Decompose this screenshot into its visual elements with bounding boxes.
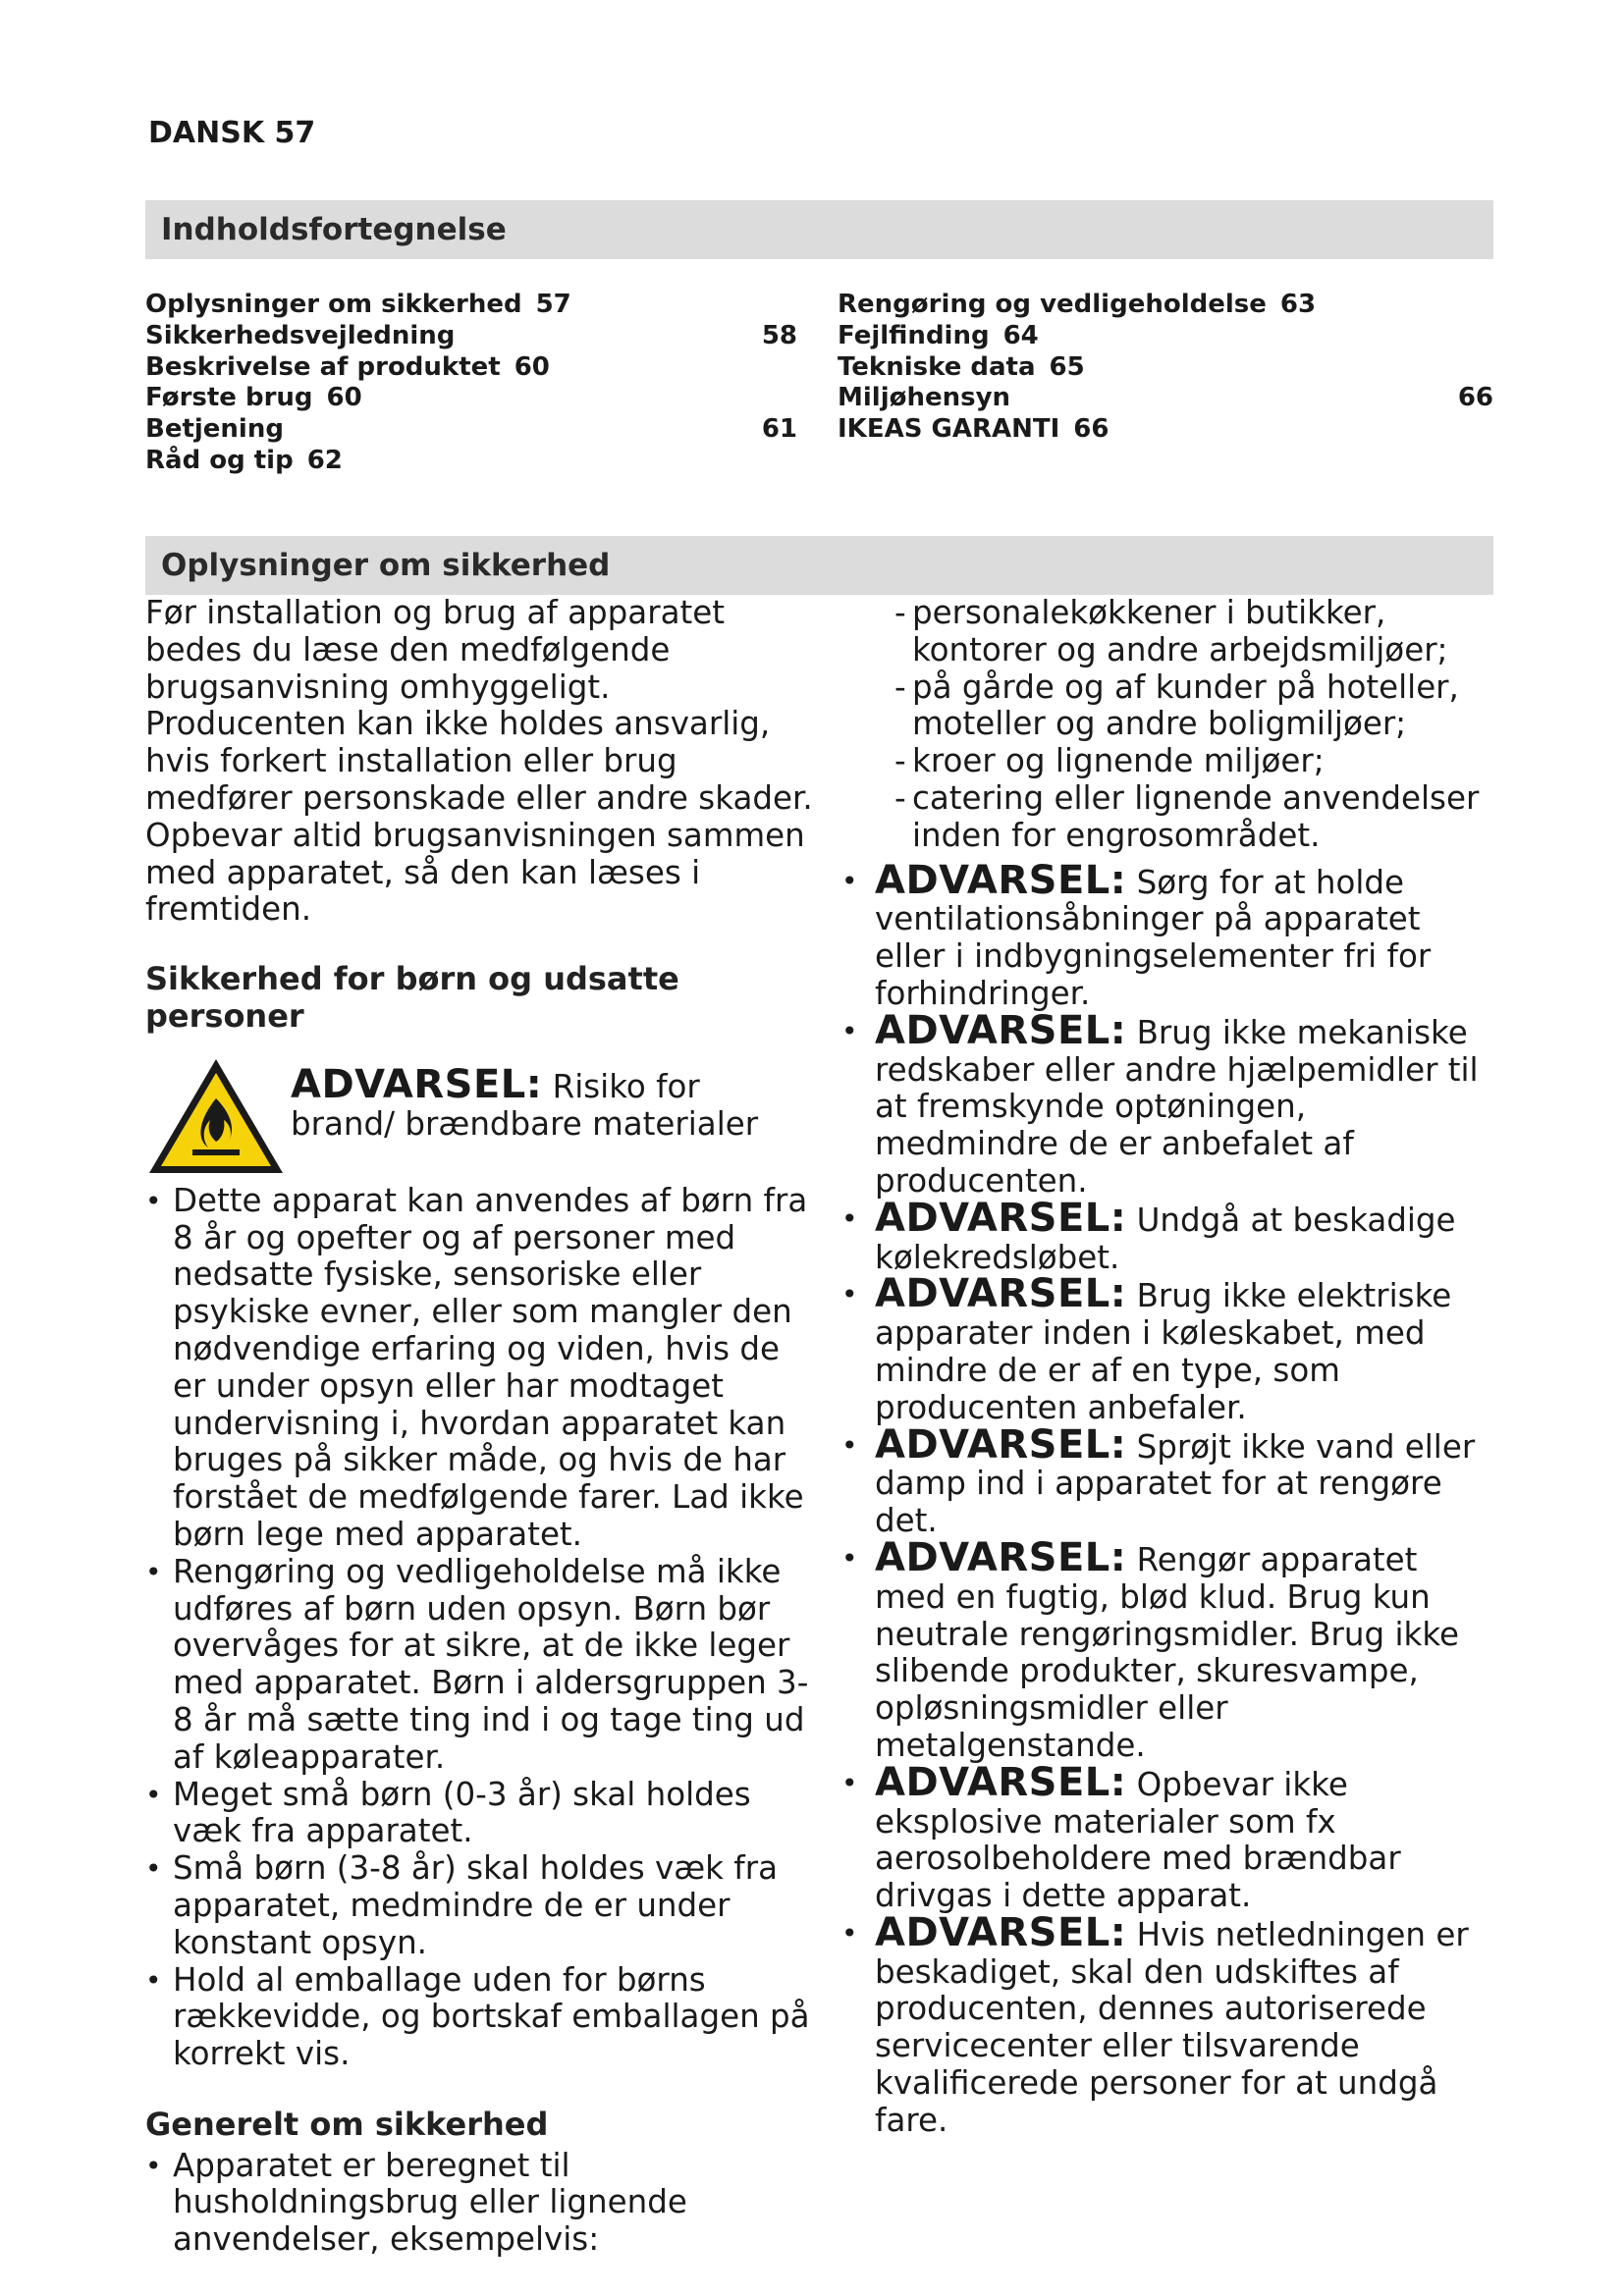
toc-entry-title: Rengøring og vedligeholdelse (838, 290, 1267, 319)
toc-entry[interactable] (838, 290, 1493, 321)
children-bullet-text: Meget små børn (0-3 år) skal holdes væk fra apparatet. (173, 1775, 751, 1850)
safety-section-title: Oplysninger om sikkerhed (145, 536, 1493, 595)
children-bullet-text: Dette apparat kan anvendes af børn fra 8 år og opefter og af personer med nedsatte fysiske, sensoriske eller psykiske evner, eller som mangler den nødvendige erfaring og viden, hvis de er under opsyn eller har modtaget undervisning i, hvordan apparatet kan bruges på sikker måde, og hvis de har forstået de medfølgende farer. Lad ikke børn lege med apparatet. (173, 1181, 808, 1553)
fire-warning (145, 1055, 813, 1183)
warning-text: Undgå at beskadige kølekredsløbet. (875, 1201, 1456, 1276)
toc-entry-page: 65 (1049, 351, 1085, 382)
toc-entry-page: 58 (761, 320, 797, 350)
warning-item (838, 1909, 1493, 2140)
toc-entry[interactable] (145, 352, 797, 384)
children-bullet-text: Hold al emballage uden for børns rækkevidde, og bortskaf emballagen på korrekt vis. (173, 1960, 810, 2073)
warning-label: ADVARSEL: (875, 1007, 1127, 1053)
toc-entry-title: Sikkerhedsvejledning (145, 320, 456, 350)
toc-entry-title: Miljøhensyn (838, 383, 1011, 413)
right-column (838, 595, 1493, 2140)
toc-entry-page: 60 (514, 351, 550, 382)
left-column (145, 595, 813, 2259)
toc-entry-title: Oplysninger om sikkerhed (145, 290, 522, 319)
warning-text: Sørg for at holde ventilationsåbninger på apparatet eller i indbygningselementer fri for forhindringer. (875, 863, 1432, 1012)
children-bullet (145, 1183, 813, 1554)
children-bullets (145, 1183, 813, 2073)
warning-label: ADVARSEL: (875, 1421, 1127, 1468)
warning-item (838, 1421, 1493, 1540)
toc-entry-page: 62 (306, 445, 343, 475)
children-bullet (145, 1850, 813, 1961)
toc-entry-page: 63 (1279, 290, 1317, 319)
toc-entry-page: 66 (1073, 414, 1110, 445)
warning-item (838, 1007, 1493, 1201)
warning-item (838, 1195, 1493, 1277)
fire-warning-text: Risiko for brand/ brændbare materialer (291, 1067, 759, 1143)
toc-entry-title: Betjening (145, 414, 284, 445)
toc-entry[interactable] (145, 383, 797, 414)
toc-left-column (145, 290, 797, 477)
general-bullet: • Apparatet er beregnet til husholdningsbrug eller lignende anvendelser, eksempelvis: (145, 2148, 813, 2259)
warning-label: ADVARSEL: (875, 857, 1127, 903)
toc-right-column (838, 290, 1493, 446)
toc-entry[interactable] (838, 414, 1493, 446)
toc-entry-title: Fejlfinding (838, 320, 990, 350)
toc-entry-page: 64 (1002, 320, 1039, 350)
children-bullet (145, 1554, 813, 1777)
general-heading: Generelt om sikkerhed (145, 2105, 549, 2143)
toc-entry[interactable] (145, 290, 797, 321)
usage-examples-list (838, 595, 1493, 855)
toc-entry[interactable] (838, 321, 1493, 352)
children-bullet-text: Rengøring og vedligeholdelse må ikke udføres af børn uden opsyn. Børn bør overvåges for at sikre, at de ikke leger med apparatet. Børn i aldersgruppen 3-8 år må sætte ting ind i og tage ting ud af køleapparater. (173, 1552, 809, 1776)
toc-entry-page: 57 (535, 290, 571, 319)
warning-item (838, 857, 1493, 1013)
toc-entry-page: 61 (761, 414, 797, 445)
warnings-list (838, 857, 1493, 2140)
page-header: DANSK 57 (148, 116, 316, 150)
toc-entry[interactable] (145, 321, 797, 352)
children-heading: Sikkerhed for børn og udsatte personer (145, 960, 679, 1035)
warning-text: Brug ikke mekaniske redskaber eller andre hjælpemidler til at fremskynde optøningen, medmindre de er anbefalet af producenten. (875, 1013, 1479, 1200)
warning-label: ADVARSEL: (875, 1271, 1127, 1317)
toc-title: Indholdsfortegnelse (145, 200, 1493, 259)
toc-entry[interactable] (838, 352, 1493, 384)
usage-example-item: - kroer og lignende miljøer; (894, 743, 1493, 780)
toc-entry-title: IKEAS GARANTI (838, 414, 1060, 445)
warning-item (838, 1534, 1493, 1765)
toc-entry[interactable] (145, 446, 797, 477)
toc-entry-title: Råd og tip (145, 445, 294, 475)
toc-entry[interactable] (838, 383, 1493, 414)
warning-text: Rengør apparatet med en fugtig, blød klud. Brug kun neutrale rengøringsmidler. Brug ikke slibende produkter, skuresvampe, opløsningsmidler eller metalgenstande. (875, 1540, 1459, 1764)
usage-example-item: - catering eller lignende anvendelser inden for engrosområdet. (894, 780, 1493, 855)
toc-entry-title: Beskrivelse af produktet (145, 351, 501, 382)
children-bullet (145, 1777, 813, 1851)
safety-intro: Før installation og brug af apparatet bedes du læse den medfølgende brugsanvisning omhyggeligt. Producenten kan ikke holdes ansvarlig, hvis forkert installation eller brug medfører personskade eller andre skader. Opbevar altid brugsanvisningen sammen med apparatet, så den kan læses i fremtiden. (145, 594, 813, 929)
toc-entry-title: Tekniske data (838, 351, 1036, 382)
toc-entry-page: 66 (1457, 383, 1493, 413)
warning-text: Brug ikke elektriske apparater inden i køleskabet, med mindre de er af en type, som producenten anbefaler. (875, 1277, 1452, 1426)
warning-label: ADVARSEL: (875, 1909, 1127, 1955)
warning-text: Sprøjt ikke vand eller damp ind i apparatet for at rengøre det. (875, 1427, 1476, 1540)
warning-text: Opbevar ikke eksplosive materialer som fx aerosolbeholdere med brændbar drivgas i dette apparat. (875, 1765, 1401, 1915)
fire-warning-text-block (291, 1061, 811, 1144)
flammable-warning-icon (145, 1055, 287, 1177)
toc-entry-page: 60 (326, 383, 362, 413)
warning-label: ADVARSEL: (875, 1534, 1127, 1580)
warning-item (838, 1759, 1493, 1915)
warning-text: Hvis netledningen er beskadiget, skal den udskiftes af producenten, dennes autoriserede servicecenter eller tilsvarende kvalificerede personer for at undgå fare. (875, 1915, 1469, 2139)
usage-example-item: - personalekøkkener i butikker, kontorer og andre arbejdsmiljøer; (894, 595, 1493, 669)
toc-entry-title: Første brug (145, 383, 313, 413)
toc-entry[interactable] (145, 414, 797, 446)
warning-label: ADVARSEL: (291, 1061, 543, 1107)
usage-example-item: - på gårde og af kunder på hoteller, moteller og andre boligmiljøer; (894, 669, 1493, 744)
warning-label: ADVARSEL: (875, 1195, 1127, 1241)
general-bullets (145, 2148, 813, 2259)
warning-item (838, 1271, 1493, 1426)
children-bullet-text: Små børn (3-8 år) skal holdes væk fra apparatet, medmindre de er under konstant opsyn. (173, 1849, 779, 1961)
warning-label: ADVARSEL: (875, 1759, 1127, 1805)
children-bullet (145, 1962, 813, 2073)
